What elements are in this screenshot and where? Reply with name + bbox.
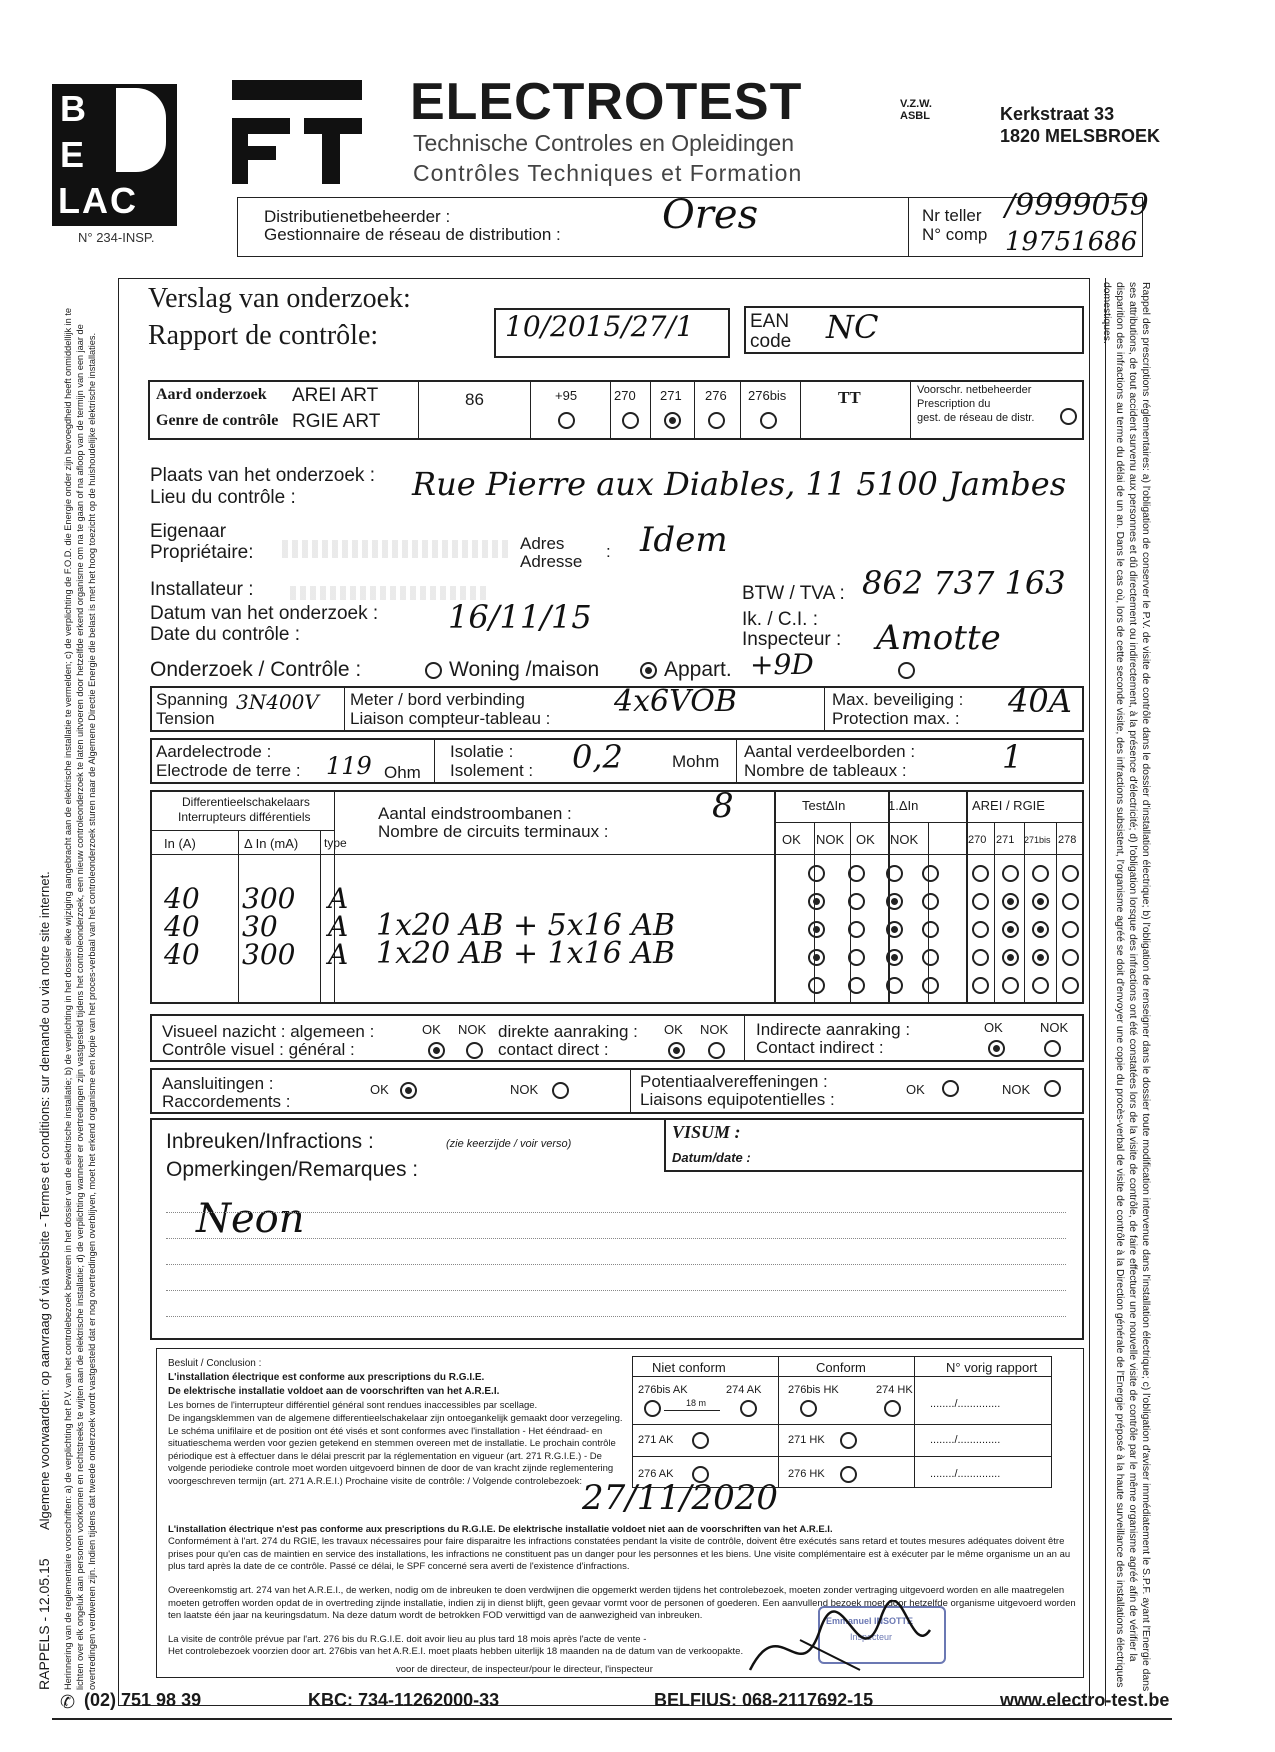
company-asbl2: ASBL xyxy=(900,110,930,122)
radio-appart[interactable] xyxy=(640,662,657,679)
comp-label: N° comp xyxy=(922,225,988,244)
indirect-label-nl: Indirecte aanraking : xyxy=(756,1020,911,1039)
iso-label-nl: Isolatie : xyxy=(450,742,514,761)
row-checkbox[interactable] xyxy=(808,977,825,994)
earth-unit: Ohm xyxy=(384,763,421,782)
col-in: In (A) xyxy=(164,836,196,851)
row-type: A xyxy=(328,882,349,915)
comp-value: 19751686 xyxy=(1005,227,1138,257)
place-value: Rue Pierre aux Diables, 11 5100 Jambes xyxy=(412,465,1067,503)
owner-label-fr: Propriétaire: xyxy=(150,542,254,563)
footer-kbc: KBC: 734-11262000-33 xyxy=(308,1690,500,1710)
radio-prescr[interactable] xyxy=(1060,408,1077,425)
report-title-fr: Rapport de contrôle: xyxy=(148,320,379,351)
company-subtitle-fr: Contrôles Techniques et Formation xyxy=(413,160,803,186)
row-in: 40 xyxy=(164,882,200,915)
prescr-line1: Voorschr. netbeheerder xyxy=(917,384,1032,396)
diff-title2: Interrupteurs différentiels xyxy=(178,810,311,824)
radio-nc3[interactable] xyxy=(692,1432,709,1449)
belac-logo xyxy=(52,84,177,226)
code-270: 270 xyxy=(614,388,636,403)
ean-value: NC xyxy=(826,308,879,346)
row-checkbox[interactable] xyxy=(886,893,903,910)
radio-c4[interactable] xyxy=(840,1466,857,1483)
footer-phone: (02) 751 98 39 xyxy=(84,1690,202,1710)
direct-nok: NOK xyxy=(700,1022,729,1037)
row-in: 40 xyxy=(164,938,200,971)
radio-276bis[interactable] xyxy=(760,412,777,429)
row-checkbox[interactable] xyxy=(848,921,865,938)
visual-nok: NOK xyxy=(458,1022,487,1037)
vat-label: BTW / TVA : xyxy=(742,583,845,604)
nc3: 271 AK xyxy=(638,1434,674,1446)
term-label-fr: Nombre de circuits terminaux : xyxy=(378,822,609,841)
earth-value: 119 xyxy=(326,752,372,780)
place-label-nl: Plaats van het onderzoek : xyxy=(150,465,375,486)
row-desc: 1x20 AB + 5x16 AB xyxy=(376,908,676,943)
belac-hook-icon xyxy=(116,88,166,172)
radio-visual-ok[interactable] xyxy=(428,1042,445,1059)
test-title: TestΔIn xyxy=(802,798,846,813)
row-checkbox[interactable] xyxy=(972,977,989,994)
control-type-label-nl: Aard onderzoek xyxy=(156,386,267,403)
term-value: 8 xyxy=(712,786,734,826)
owner-label-nl: Eigenaar xyxy=(150,521,227,542)
conclusion-l2: De elektrische installatie voldoet aan de voorschriften van het A.R.E.I. xyxy=(168,1386,500,1397)
c-title: Conform xyxy=(816,1360,866,1375)
nc1: 276bis AK xyxy=(638,1384,688,1396)
indirect-nok: NOK xyxy=(1040,1020,1069,1035)
row-checkbox[interactable] xyxy=(1032,977,1049,994)
table-row xyxy=(150,972,1084,1000)
visual-label-nl: Visueel nazicht : algemeen : xyxy=(162,1022,375,1041)
row-checkbox[interactable] xyxy=(1062,865,1079,882)
date-label-fr: Date du contrôle : xyxy=(150,624,300,645)
belac-number: N° 234-INSP. xyxy=(78,230,155,245)
row-checkbox[interactable] xyxy=(808,893,825,910)
tension-label-nl: Spanning xyxy=(156,690,228,709)
ean-box xyxy=(744,306,1084,354)
col-type: type xyxy=(324,836,347,850)
earth-label-nl: Aardelectrode : xyxy=(156,742,272,761)
c4: 276 HK xyxy=(788,1468,825,1480)
row-checkbox[interactable] xyxy=(886,949,903,966)
meter-link-nl: Meter / bord verbinding xyxy=(350,690,525,709)
meter-value: /9999059 xyxy=(1005,188,1149,223)
conclusion-title: Besluit / Conclusion : xyxy=(168,1358,262,1369)
radio-c1[interactable] xyxy=(800,1400,817,1417)
max-protection-fr: Protection max. : xyxy=(832,709,960,728)
row-din: 30 xyxy=(242,910,278,943)
radio-conn-ok[interactable] xyxy=(400,1082,417,1099)
tension-label-fr: Tension xyxy=(156,709,215,728)
phone-icon: ✆ xyxy=(60,1692,76,1712)
prev3: ......../.............. xyxy=(930,1468,1001,1480)
left-footer: RAPPELS - 12.05.15 xyxy=(36,1558,52,1690)
radio-nc1[interactable] xyxy=(644,1400,661,1417)
one-title: 1.ΔIn xyxy=(888,798,919,813)
iso-label-fr: Isolement : xyxy=(450,761,534,780)
boards-value: 1 xyxy=(1002,738,1023,776)
row-checkbox[interactable] xyxy=(808,949,825,966)
radio-nc2[interactable] xyxy=(740,1400,757,1417)
row-din: 300 xyxy=(242,882,296,915)
boards-label-fr: Nombre de tableaux : xyxy=(744,761,907,780)
c2: 274 HK xyxy=(876,1384,913,1396)
vat-value: 862 737 163 xyxy=(862,564,1066,602)
visual-ok: OK xyxy=(422,1022,441,1037)
control-type-arei: AREI ART xyxy=(292,385,379,406)
radio-pot-ok[interactable] xyxy=(942,1080,959,1097)
row-checkbox[interactable] xyxy=(1062,949,1079,966)
pot-ok: OK xyxy=(906,1082,925,1097)
conclusion-l7: Overeenkomstig art. 274 van het A.R.E.I., de werken, nodig om de inbreuken te doen verdwijnen die opgemerkt werden tijdens het controlebezoek, moeten zonder vertraging uitgevoerd worden en alle maatregelen moeten getroffen worden opdat de in overtreding zijnde installatie, indien zij in dienst blijft, geen gevaar vormt voor de personen of goederen. Een aanvullend bezoek moet door hetzelfde organisme uitgevoerd worden ten laatste één jaar na keuringsdatum. Na deze datum wordt de betrokken FOD verwittigd van de aanwezigheid van inbreuken. xyxy=(168,1585,1076,1621)
one-nok: NOK xyxy=(890,832,919,847)
prescr-line2: Prescription du xyxy=(917,398,991,410)
diff-title1: Differentieelschakelaars xyxy=(182,795,310,809)
place-label-fr: Lieu du contrôle : xyxy=(150,487,296,508)
row-din: 300 xyxy=(242,938,296,971)
code-tt: TT xyxy=(838,388,861,407)
company-address2: 1820 MELSBROEK xyxy=(1000,126,1161,146)
row-checkbox[interactable] xyxy=(972,865,989,882)
next-visit: 27/11/2020 xyxy=(582,1478,778,1518)
company-address1: Kerkstraat 33 xyxy=(1000,104,1115,124)
pot-nok: NOK xyxy=(1002,1082,1031,1097)
radio-c3[interactable] xyxy=(840,1432,857,1449)
conclusion-l1: L'installation électrique est conforme aux prescriptions du R.G.I.E. xyxy=(168,1372,485,1383)
row-checkbox[interactable] xyxy=(1002,977,1019,994)
owner-value: Idem xyxy=(640,520,728,560)
radio-indirect-nok[interactable] xyxy=(1044,1040,1061,1057)
conn-ok: OK xyxy=(370,1082,389,1097)
company-asbl1: V.Z.W. xyxy=(900,98,932,110)
conn-label-nl: Aansluitingen : xyxy=(162,1074,274,1093)
row-checkbox[interactable] xyxy=(1032,949,1049,966)
radio-276[interactable] xyxy=(708,412,725,429)
infractions-note: (zie keerzijde / voir verso) xyxy=(446,1138,572,1150)
c3: 271 HK xyxy=(788,1434,825,1446)
radio-pot-nok[interactable] xyxy=(1044,1080,1061,1097)
row-checkbox[interactable] xyxy=(972,949,989,966)
prev1: ......../.............. xyxy=(930,1398,1001,1410)
row-checkbox[interactable] xyxy=(1002,865,1019,882)
conclusion-l9: Het controlebezoek voorzien door art. 276bis van het A.R.E.I. moet plaats hebben uiterlijk 18 maanden na de datum van de verkoopakte. xyxy=(168,1646,744,1657)
sub-270: 270 xyxy=(968,834,987,846)
row-checkbox[interactable] xyxy=(1032,893,1049,910)
nc-title: Niet conform xyxy=(652,1360,726,1375)
direct-label-nl: direkte aanraking : xyxy=(498,1022,638,1041)
row-checkbox[interactable] xyxy=(972,921,989,938)
control-opt1: Woning /maison xyxy=(449,658,600,681)
pot-label-fr: Liaisons equipotentielles : xyxy=(640,1090,835,1109)
conclusion-l4: De ingangsklemmen van de algemene differentieelschakelaar zijn ontoegankelijk gemaakt door verzegeling. Le schéma unifilaire et de position ont été visés et sont conformes avec l'installation - Het ééndraad- en situatieschema werden voor gezien getekend en stemmen overeen met de installatie. Le prochain contrôle périodique est à effectuer dans le délai prescrit par la réglementation en vigueur (art. 271 R.G.I.E.) - De volgende periodieke controle moet worden uitgevoerd binnen de door de van kracht zijnde reglementering voorgeschreven termijn (art. 271 A.R.E.I.) Prochaine visite de contrôle: / Volgende controlebezoek: xyxy=(168,1413,623,1487)
belac-letter-lac: LAC xyxy=(58,180,138,221)
radio-271[interactable] xyxy=(664,412,681,429)
meter-label: Nr teller xyxy=(922,206,982,225)
radio-nc4[interactable] xyxy=(692,1466,709,1483)
row-checkbox[interactable] xyxy=(1032,865,1049,882)
visum-label: VISUM : xyxy=(672,1122,741,1142)
control-opt2-value: +9D xyxy=(750,648,814,681)
inspector-value: Amotte xyxy=(876,618,1001,658)
left-reminder: Herinnering van de reglementaire voorschriften: a) de verplichting het P.V. van het controlebezoek bewaren in het dossier van de elektrische installatie; b) de verplichting in het dossier elke wijziging aangebracht aan de elektrische installatie te vermelden; c) de verplichting de F.O.D. die Energie onder zijn bevoegdheid heeft onmiddellijk in te lichten over elk ongeluk aan personen voorkomen en rechtstreeks te wijten aan de elektrische installatie; d) de verplichting wanneer er overtredingen zijn vastgesteld tijdens het controleonderzoek, een nieuw controleonderzoek te laten uitvoeren door hetzelfde erkend organisme om na te gaan of na afloop van de termijn van een jaar de overtredingen verdwenen zijn. Indien tijdens dat tweede onderzoek wordt vastgesteld dat er nog overtredingen overblijven, moet het erkend organisme een kopie van het proces-verbaal van het controleonderzoek sturen naar de Algemene Directie Energie die belast is met het hoog toezicht op de huishoudelijke elektrische installaties. xyxy=(63,308,97,1690)
indirect-ok: OK xyxy=(984,1020,1003,1035)
footer-belfius: BELFIUS: 068-2117692-15 xyxy=(654,1690,874,1710)
row-checkbox[interactable] xyxy=(1062,893,1079,910)
row-checkbox[interactable] xyxy=(1002,949,1019,966)
meter-link-fr: Liaison compteur-tableau : xyxy=(350,709,551,728)
row-type: A xyxy=(328,910,349,943)
c1: 276bis HK xyxy=(788,1384,839,1396)
radio-conn-nok[interactable] xyxy=(552,1082,569,1099)
belac-letter-e: E xyxy=(60,134,85,175)
control-type-rgie: RGIE ART xyxy=(292,411,381,432)
radio-other[interactable] xyxy=(898,662,915,679)
conn-label-fr: Raccordements : xyxy=(162,1092,291,1111)
row-checkbox[interactable] xyxy=(808,865,825,882)
arei-title: AREI / RGIE xyxy=(972,798,1045,813)
row-checkbox[interactable] xyxy=(808,921,825,938)
row-checkbox[interactable] xyxy=(922,977,939,994)
earth-label-fr: Electrode de terre : xyxy=(156,761,301,780)
conclusion-l5: L'installation électrique n'est pas conforme aux prescriptions du R.G.I.E. De elektrische installatie voldoet niet aan de voorschriften van het A.R.E.I. xyxy=(168,1524,833,1535)
distributor-label-fr: Gestionnaire de réseau de distribution : xyxy=(264,225,561,244)
control-label: Onderzoek / Contrôle : xyxy=(150,658,362,681)
code-95: +95 xyxy=(555,388,578,403)
code-276bis: 276bis xyxy=(748,388,787,403)
col-din: Δ In (mA) xyxy=(244,836,299,851)
code-271: 271 xyxy=(660,388,682,403)
row-in: 40 xyxy=(164,910,200,943)
meter-link-value: 4x6VOB xyxy=(614,684,737,719)
ean-code-label: code xyxy=(750,331,792,352)
conclusion-sign: voor de directeur, de inspecteur/pour le directeur, l'inspecteur xyxy=(396,1664,653,1675)
owner-colon: : xyxy=(606,542,611,561)
radio-indirect-ok[interactable] xyxy=(988,1040,1005,1057)
nc2: 274 AK xyxy=(726,1384,762,1396)
nc4: 276 AK xyxy=(638,1468,674,1480)
sub-271bis: 271bis xyxy=(1024,835,1051,845)
row-checkbox[interactable] xyxy=(1002,921,1019,938)
radio-c2[interactable] xyxy=(884,1400,901,1417)
prev-title: N° vorig rapport xyxy=(946,1360,1038,1375)
row-checkbox[interactable] xyxy=(848,977,865,994)
visum-date-label: Datum/date : xyxy=(672,1150,751,1165)
row-checkbox[interactable] xyxy=(1032,921,1049,938)
row-checkbox[interactable] xyxy=(922,893,939,910)
row-checkbox[interactable] xyxy=(1062,977,1079,994)
footer-web[interactable]: www.electro-test.be xyxy=(1000,1690,1170,1710)
control-type-label-fr: Genre de contrôle xyxy=(156,412,279,429)
belac-letter-b: B xyxy=(60,88,86,129)
row-checkbox[interactable] xyxy=(848,949,865,966)
left-terms: Algemene voorwaarden: op aanvraag of via website - Termes et conditions: sur demande ou via notre site internet. xyxy=(37,871,52,1530)
radio-woning[interactable] xyxy=(425,662,442,679)
company-name: ELECTROTEST xyxy=(410,73,803,131)
right-reminder: Rappel des prescriptions réglementaires: a) l'obligation de conserver le P.V. de visite de contrôle dans le dossier d'installation électrique; b) l'obligation de renseigner dans le dossier toute modification intervenue dans l'installation électrique; c) l'obligation d'aviser immédiatement le S.P.F. ayant l'Energie dans ses attributions, de tout accident survenu aux personnes et dû directement ou indirectement, à la présence d'électricité; d) l'obligation lorsque des infractions ont été constatées lors de la visite de contrôle, de faire effectuer une nouvelle visite de contrôle par le même organisme agréé afin de vérifier la disparition des infractions au terme du délai de un an. Dans le cas où, lors de cette seconde visite, des infractions subsistent, l'organisme agréé se doit d'envoyer une copie du procès-verbal de visite de contrôle à la Direction générale de l'Energie préposé à la haute surveillance des installations électriques domestiques. xyxy=(1101,282,1151,1692)
installer-label: Installateur : xyxy=(150,579,254,600)
radio-95[interactable] xyxy=(558,412,575,429)
code-276: 276 xyxy=(705,388,727,403)
months: 18 m xyxy=(686,1398,707,1408)
report-number: 10/2015/27/1 xyxy=(505,310,694,343)
tension-value: 3N400V xyxy=(236,690,319,714)
ci-label: Ik. / C.I. : xyxy=(742,609,819,630)
radio-visual-nok[interactable] xyxy=(466,1042,483,1059)
remarks-title: Opmerkingen/Remarques : xyxy=(166,1158,419,1181)
date-label-nl: Datum van het onderzoek : xyxy=(150,603,379,624)
owner-redacted xyxy=(282,540,512,558)
term-label-nl: Aantal eindstroombanen : xyxy=(378,804,572,823)
conclusion-l3: Les bornes de l'interrupteur différentiel général sont rendues inaccessibles par scellage. xyxy=(168,1400,538,1411)
distributor-value: Ores xyxy=(662,192,759,238)
row-checkbox[interactable] xyxy=(1002,893,1019,910)
infractions-title: Inbreuken/Infractions : xyxy=(166,1130,374,1153)
stamp-line1: Emmanuel INSOTTE xyxy=(826,1616,914,1626)
max-protection-nl: Max. beveiliging : xyxy=(832,690,964,709)
remark-value: Neon xyxy=(196,1196,305,1242)
conn-nok: NOK xyxy=(510,1082,539,1097)
prev2: ......../.............. xyxy=(930,1434,1001,1446)
date-value: 16/11/15 xyxy=(448,598,592,636)
row-checkbox[interactable] xyxy=(1062,921,1079,938)
ean-label: EAN xyxy=(750,311,790,332)
conclusion-l6: Conformément à l'art. 274 du RGIE, les travaux nécessaires pour faire disparaitre les infractions constatées pendant la visite de contrôle, doivent être exécutés sans retard et toutes mesures adéquates doivent être prises pour qu'en cas de maintien en service des installations, les infractions ne constituent pas un danger pour les personnes et les biens. Une visite complémentaire est à exécuter par le même organisme un an au plus tard après la date de ce contrôle. Passé ce délai, le SPF concerné sera averti de l'existence d'infractions. xyxy=(168,1536,1071,1572)
sub-271: 271 xyxy=(996,834,1015,846)
row-checkbox[interactable] xyxy=(886,921,903,938)
row-checkbox[interactable] xyxy=(848,865,865,882)
test-ok: OK xyxy=(782,832,801,847)
row-type: A xyxy=(328,938,349,971)
prescr-line3: gest. de réseau de distr. xyxy=(917,412,1035,424)
report-title-nl: Verslag van onderzoek: xyxy=(148,283,411,314)
max-protection-value: 40A xyxy=(1008,682,1072,720)
direct-label-fr: contact direct : xyxy=(498,1040,609,1059)
boards-label-nl: Aantal verdeelborden : xyxy=(744,742,916,761)
table-row xyxy=(150,936,1084,972)
signature-icon xyxy=(740,1600,940,1690)
owner-addr-fr: Adresse xyxy=(520,552,583,571)
company-subtitle-nl: Technische Controles en Opleidingen xyxy=(413,130,795,156)
radio-direct-ok[interactable] xyxy=(668,1042,685,1059)
control-opt2: Appart. xyxy=(664,658,732,681)
inspector-label: Inspecteur : xyxy=(742,629,842,650)
visual-label-fr: Contrôle visuel : général : xyxy=(162,1040,355,1059)
iso-unit: Mohm xyxy=(672,752,720,771)
radio-270[interactable] xyxy=(622,412,639,429)
test-nok: NOK xyxy=(816,832,845,847)
row-checkbox[interactable] xyxy=(886,865,903,882)
distributor-label-nl: Distributienetbeheerder : xyxy=(264,207,451,226)
code-86: 86 xyxy=(465,390,484,409)
row-checkbox[interactable] xyxy=(922,949,939,966)
row-checkbox[interactable] xyxy=(922,921,939,938)
conclusion-l8: La visite de contrôle prévue par l'art. 276 bis du R.G.I.E. doit avoir lieu au plus tard 18 mois après l'acte de vente - xyxy=(168,1634,647,1645)
radio-direct-nok[interactable] xyxy=(708,1042,725,1059)
stamp-line2: Inspecteur xyxy=(850,1632,893,1642)
row-checkbox[interactable] xyxy=(848,893,865,910)
owner-addr-nl: Adres xyxy=(520,534,565,553)
row-desc: 1x20 AB + 1x16 AB xyxy=(376,936,676,971)
arrow-icon xyxy=(664,1410,720,1411)
et-logo-icon xyxy=(232,80,362,184)
iso-value: 0,2 xyxy=(572,738,623,776)
indirect-label-fr: Contact indirect : xyxy=(756,1038,884,1057)
row-checkbox[interactable] xyxy=(972,893,989,910)
row-checkbox[interactable] xyxy=(922,865,939,882)
row-checkbox[interactable] xyxy=(886,977,903,994)
pot-label-nl: Potentiaalvereffeningen : xyxy=(640,1072,828,1091)
sub-278: 278 xyxy=(1058,834,1077,846)
one-ok: OK xyxy=(856,832,875,847)
direct-ok: OK xyxy=(664,1022,683,1037)
